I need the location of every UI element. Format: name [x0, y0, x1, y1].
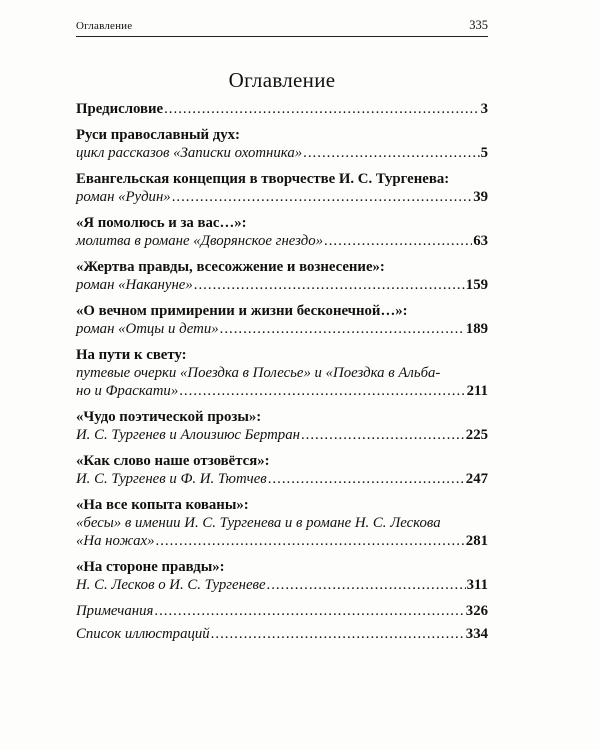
- toc-entry-subtitle: Примечания: [76, 603, 154, 619]
- toc-entry-subtitle: роман «Рудин»: [76, 189, 171, 205]
- toc-page-number: 225: [465, 427, 488, 443]
- toc-entry-line: [76, 496, 488, 514]
- toc-entry-subtitle: цикл рассказов «Записки охотника»: [76, 145, 303, 161]
- toc-entry: [76, 126, 488, 162]
- dot-leader: [172, 188, 473, 206]
- toc-entry-line-with-page: [76, 382, 488, 400]
- toc-page-number: 63: [473, 233, 488, 249]
- dot-leader: [220, 320, 465, 338]
- toc-entry-subtitle: И. С. Тургенев и Ф. И. Тютчев: [76, 471, 267, 487]
- toc-page-number: 3: [480, 101, 488, 117]
- dot-leader: [194, 276, 465, 294]
- toc-entry: [76, 625, 488, 643]
- toc-entry-line: [76, 514, 488, 532]
- toc-entry-title: Евангельская концепция в творчестве И. С. Тургенева:: [76, 171, 450, 187]
- toc-page-number: 334: [465, 626, 488, 642]
- dot-leader: [154, 602, 464, 620]
- toc-entry-subtitle: молитва в романе «Дворянское гнездо»: [76, 233, 324, 249]
- dot-leader: [179, 382, 465, 400]
- toc-entry-line-with-page: [76, 470, 488, 488]
- toc-entry-subtitle: но и Фраскати»: [76, 383, 179, 399]
- toc-page-number: 326: [465, 603, 488, 619]
- toc-entry-title: «На стороне правды»:: [76, 559, 225, 575]
- toc-entry-line: [76, 258, 488, 276]
- toc-title: Оглавление: [228, 68, 336, 92]
- dot-leader: [268, 470, 465, 488]
- dot-leader: [324, 232, 472, 250]
- toc-entry-title: «На все копыта кованы»:: [76, 497, 249, 513]
- toc-entry-line-with-page: [76, 100, 488, 118]
- dot-leader: [156, 532, 465, 550]
- toc-entry-title: «Жертва правды, всесожжение и вознесение»:: [76, 259, 385, 275]
- toc-entry-title: «Чудо поэтической прозы»:: [76, 409, 262, 425]
- toc-entry: [76, 408, 488, 444]
- toc-entry: [76, 346, 488, 400]
- toc-entry-title: Предисловие: [76, 101, 164, 117]
- toc-entry: [76, 496, 488, 550]
- toc-entry-line: [76, 558, 488, 576]
- toc-page-number: 247: [465, 471, 488, 487]
- page-number: 335: [469, 18, 488, 32]
- toc-page-number: 189: [465, 321, 488, 337]
- running-head-title: Оглавление: [76, 20, 133, 32]
- toc-entry-line: [76, 214, 488, 232]
- toc-page-number: 281: [465, 533, 488, 549]
- toc-entry-subtitle: «На ножах»: [76, 533, 155, 549]
- toc-entry: [76, 214, 488, 250]
- toc-entry-title: На пути к свету:: [76, 347, 187, 363]
- toc-entry: [76, 170, 488, 206]
- toc-entry-line: [76, 126, 488, 144]
- toc-page-number: 5: [480, 145, 488, 161]
- toc-entry-line-with-page: [76, 576, 488, 594]
- toc-page-number: 159: [465, 277, 488, 293]
- toc-entry-line: [76, 170, 488, 188]
- toc-page-number: 311: [466, 577, 488, 593]
- toc-entry-line-with-page: [76, 276, 488, 294]
- toc-entry-line-with-page: [76, 144, 488, 162]
- toc-entry-subtitle: роман «Накануне»: [76, 277, 193, 293]
- toc-entry-subtitle: «бесы» в имении И. С. Тургенева и в романе Н. С. Лескова: [76, 515, 441, 531]
- toc-entry-line-with-page: [76, 602, 488, 620]
- toc-entry-line-with-page: [76, 532, 488, 550]
- toc-entry-line: [76, 346, 488, 364]
- toc-entry-subtitle: Н. С. Лесков о И. С. Тургеневе: [76, 577, 266, 593]
- toc-page-number: 39: [473, 189, 488, 205]
- toc-entry-line: [76, 408, 488, 426]
- dot-leader: [301, 426, 465, 444]
- toc-entry: [76, 100, 488, 118]
- toc-entry-subtitle: Список иллюстраций: [76, 626, 210, 642]
- toc-entry-line-with-page: [76, 232, 488, 250]
- toc-entry-line-with-page: [76, 625, 488, 643]
- toc-entry-subtitle: путевые очерки «Поездка в Полесье» и «Поездка в Альба-: [76, 365, 441, 381]
- toc-entry: [76, 452, 488, 488]
- toc-entry: [76, 258, 488, 294]
- toc-entry-title: «Я помолюсь и за вас…»:: [76, 215, 247, 231]
- toc-entry-title: «О вечном примирении и жизни бесконечной…»:: [76, 303, 408, 319]
- toc-entry-line-with-page: [76, 320, 488, 338]
- table-of-contents: [76, 100, 488, 648]
- toc-entry-line: [76, 302, 488, 320]
- toc-entry-line-with-page: [76, 188, 488, 206]
- dot-leader: [303, 144, 479, 162]
- toc-entry-subtitle: роман «Отцы и дети»: [76, 321, 219, 337]
- toc-entry-title: «Как слово наше отзовётся»:: [76, 453, 270, 469]
- toc-entry-line: [76, 452, 488, 470]
- toc-entry: [76, 602, 488, 620]
- toc-entry-subtitle: И. С. Тургенев и Алоизиюс Бертран: [76, 427, 300, 443]
- toc-entry-title: Руси православный дух:: [76, 127, 240, 143]
- toc-entry: [76, 558, 488, 594]
- toc-page-number: 211: [466, 383, 488, 399]
- toc-entry-line-with-page: [76, 426, 488, 444]
- toc-entry: [76, 302, 488, 338]
- dot-leader: [164, 100, 479, 118]
- dot-leader: [267, 576, 466, 594]
- running-head: [76, 18, 488, 37]
- toc-entry-line: [76, 364, 488, 382]
- dot-leader: [211, 625, 465, 643]
